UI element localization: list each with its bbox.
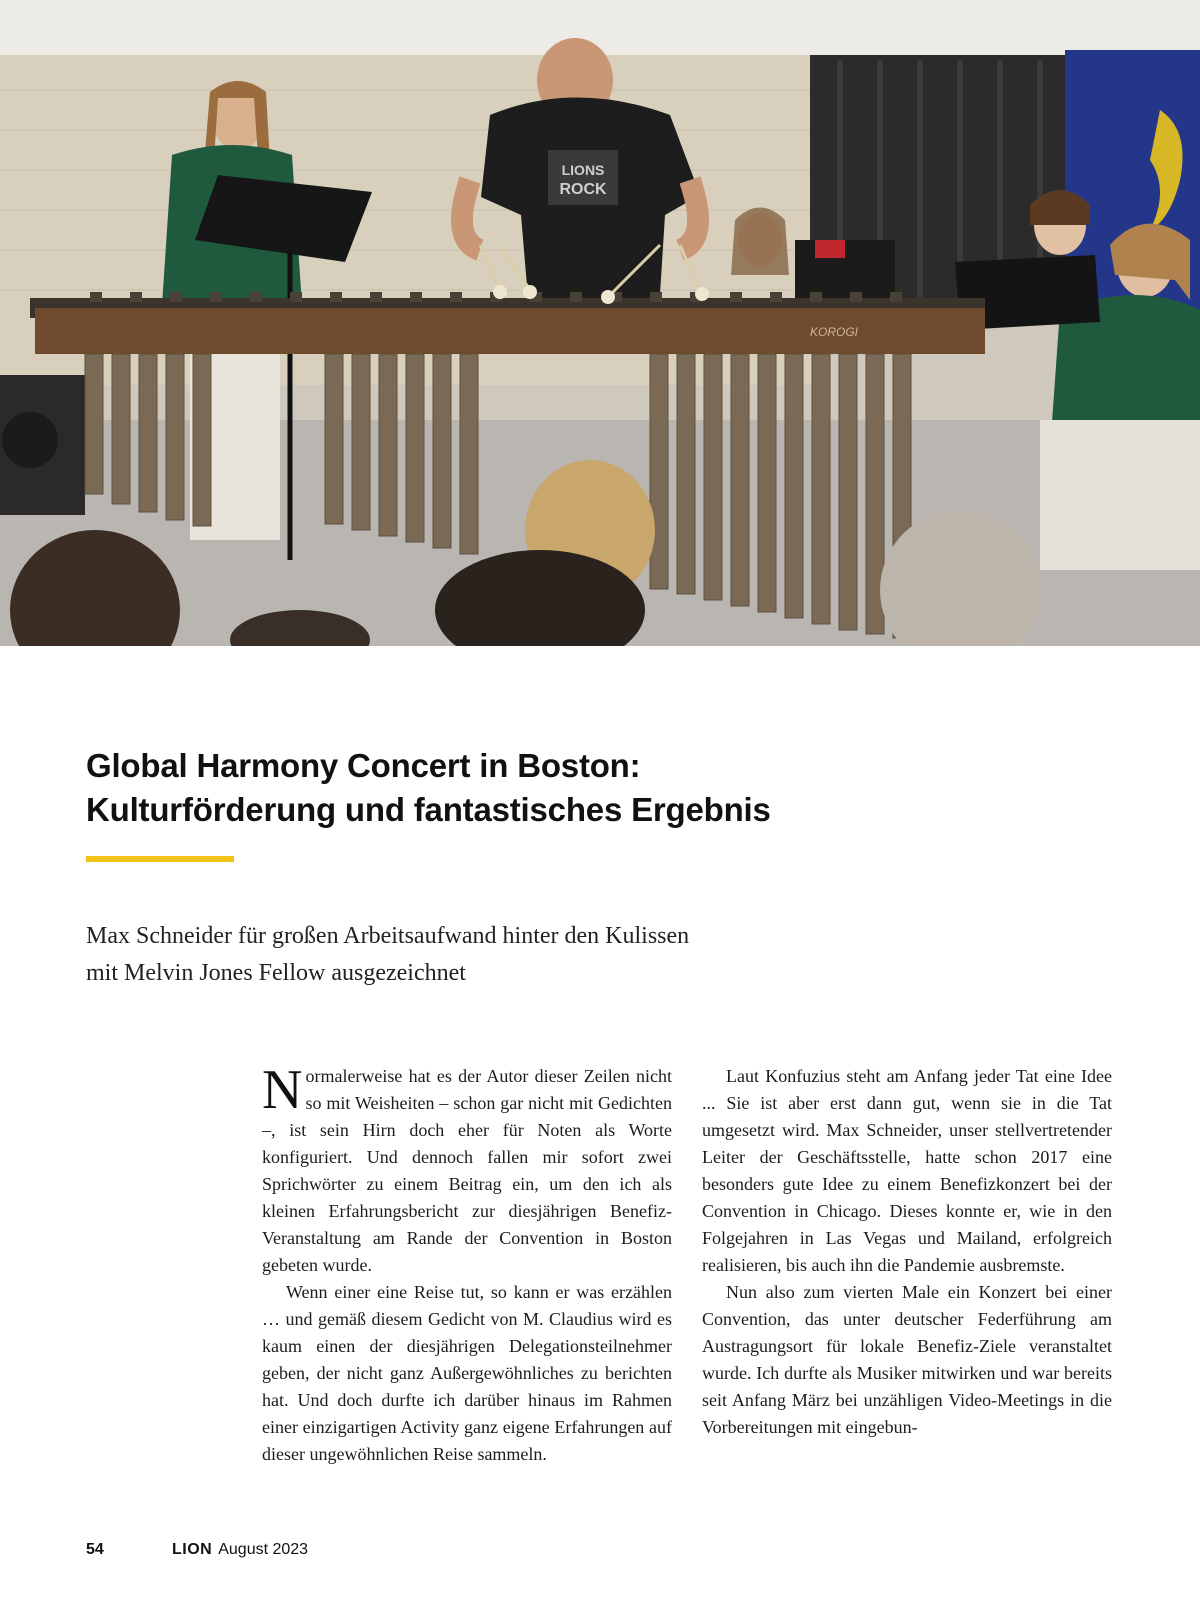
svg-text:LIONS: LIONS [561, 162, 605, 178]
article-photo [0, 0, 1200, 646]
title-accent-rule [86, 856, 234, 862]
article-title-line-1: Global Harmony Concert in Boston: [86, 747, 641, 784]
article-subtitle [86, 918, 986, 992]
article-title [86, 744, 1086, 832]
body-column-left [262, 1059, 672, 1468]
body-paragraph: Laut Konfuzius steht am Anfang jeder Tat eine Idee ... Sie ist aber erst dann gut, wenn sie in die Tat umgesetzt wird. Max Schneider, unser stellvertretender Leiter der Geschäftsstelle, hatte schon 2017 eine besonders gute Idee zu einem Benefizkonzert bei der Convention in Chicago. Dieses konnte er, wie in den Folgejahren in Las Vegas und Mailand, erfolgreich realisieren, bis auch ihn die Pandemie ausbremste. [702, 1066, 1112, 1275]
magazine-name: LION [172, 1541, 213, 1558]
article-subtitle-line-2: mit Melvin Jones Fellow ausgezeichnet [86, 960, 466, 986]
article-subtitle-line-1: Max Schneider für großen Arbeitsaufwand hinter den Kulissen [86, 923, 690, 949]
paragraph-text: ormalerweise hat es der Autor dieser Zeilen nicht so mit Weisheiten – schon gar nicht mit Gedichten –, ist sein Hirn doch eher für Noten als Worte konfiguriert. Und dennoch fallen mir sofort zwei Sprichwörter zu einem Beitrag ein, um den ich als kleinen Erfahrungsbericht zur diesjährigen Benefiz-Veranstaltung am Rande der Convention in Boston gebeten wurde. [262, 1066, 672, 1275]
article-title-line-2: Kulturförderung und fantastisches Ergebnis [86, 791, 771, 828]
body-paragraph [262, 1059, 672, 1279]
body-paragraph: Wenn einer eine Reise tut, so kann er was erzählen … und gemäß diesem Gedicht von M. Claudius wird es kaum einen der diesjährigen Delegationsteilnehmer geben, der nicht ganz Außergewöhnliches zu berichten hat. Und doch durfte ich darüber hinaus im Rahmen einer einzigartigen Activity ganz eigene Erfahrungen auf dieser ungewöhnlichen Reise sammeln. [262, 1282, 672, 1464]
svg-text:ROCK: ROCK [559, 181, 607, 198]
page-footer [86, 1541, 308, 1559]
svg-text:KOROGI: KOROGI [810, 325, 859, 339]
issue-date: August 2023 [218, 1541, 309, 1558]
body-paragraph: Nun also zum vierten Male ein Konzert bei einer Convention, das unter deutscher Federführung am Austragungsort für lokale Benefiz-Ziele veranstaltet wurde. Ich durfte als Musiker mitwirken und war bereits seit Anfang März bei unzähligen Video-Meetings in die Vorbereitungen mit eingebun- [702, 1282, 1112, 1437]
page-number: 54 [86, 1541, 104, 1558]
body-column-right [702, 1063, 1112, 1441]
drop-cap: N [262, 1059, 303, 1121]
